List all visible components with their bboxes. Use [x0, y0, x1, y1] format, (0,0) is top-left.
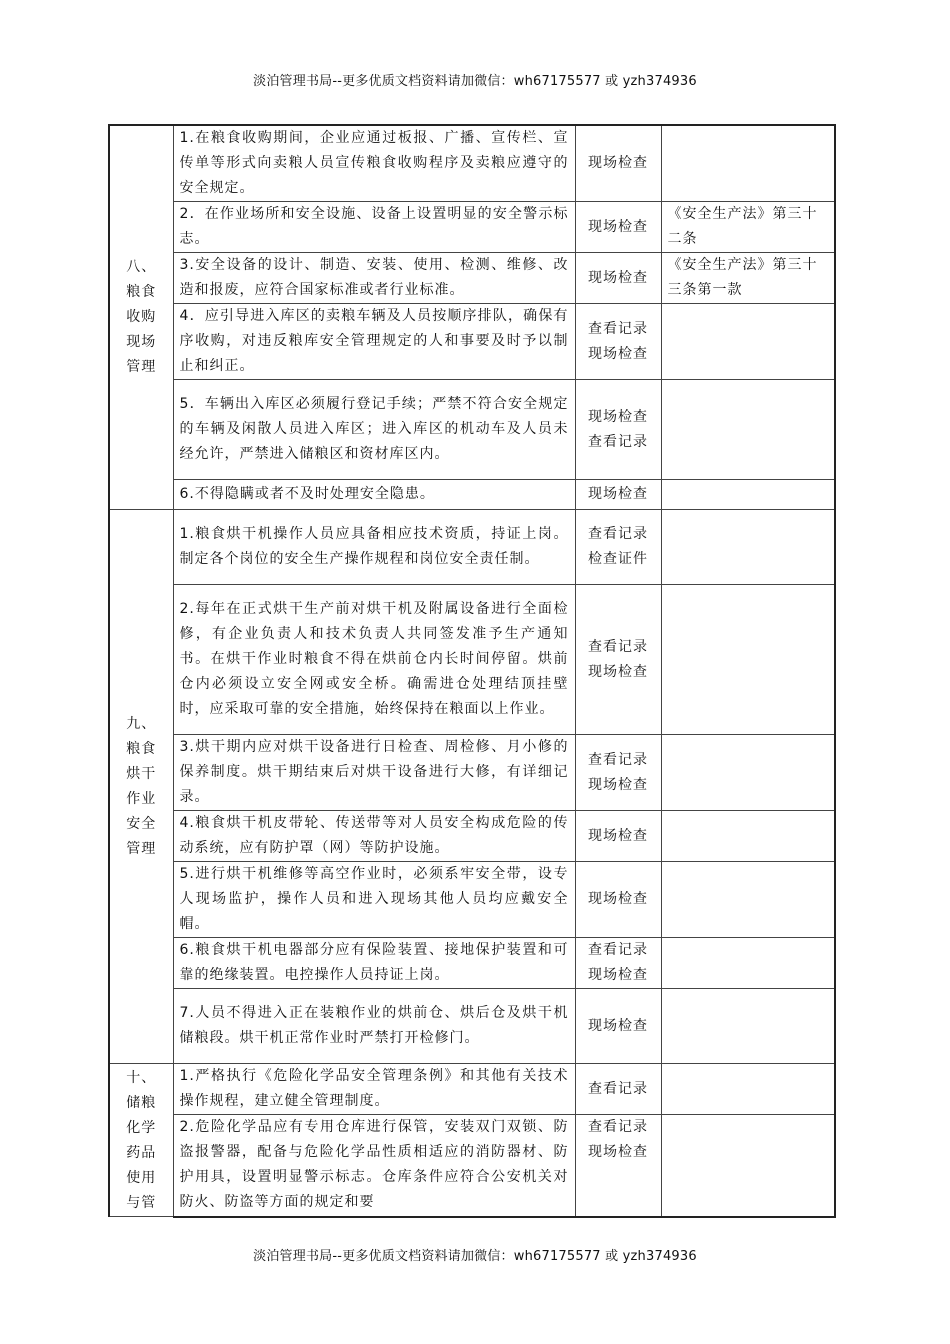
method-cell: 查看记录 现场检查 [575, 1115, 661, 1217]
page-header: 淡泊管理书局--更多优质文档资料请加微信：wh67175577 或 yzh374936 [253, 74, 697, 89]
method-cell: 现场检查 [575, 811, 661, 862]
basis-cell [661, 510, 835, 585]
table-row [109, 811, 835, 862]
method-cell: 查看记录 现场检查 [575, 735, 661, 811]
basis-cell [661, 735, 835, 811]
requirement-cell: 4．应引导进入库区的卖粮车辆及人员按顺序排队，确保有序收购，对违反粮库安全管理规定的人和事要及时予以制止和纠正。 [173, 304, 575, 380]
basis-cell [661, 1064, 835, 1115]
requirement-cell: 1.严格执行《危险化学品安全管理条例》和其他有关技术操作规程，建立健全管理制度。 [173, 1064, 575, 1115]
requirement-cell: 3.安全设备的设计、制造、安装、使用、检测、维修、改造和报废，应符合国家标准或者行业标准。 [173, 253, 575, 304]
safety-inspection-table [108, 124, 836, 1218]
requirement-cell: 5.进行烘干机维修等高空作业时，必须系牢安全带，设专人现场监护，操作人员和进入现场其他人员均应戴安全帽。 [173, 862, 575, 938]
table-row [109, 253, 835, 304]
requirement-cell: 1.在粮食收购期间，企业应通过板报、广播、宣传栏、宣传单等形式向卖粮人员宣传粮食收购程序及卖粮应遵守的安全规定。 [173, 125, 575, 202]
requirement-cell: 2.危险化学品应有专用仓库进行保管，安装双门双锁、防盗报警器，配备与危险化学品性质相适应的消防器材、防护用具，设置明显警示标志。仓库条件应符合公安机关对防火、防盗等方面的规定和要 [173, 1115, 575, 1217]
method-cell: 查看记录 [575, 1064, 661, 1115]
requirement-cell: 2．在作业场所和安全设施、设备上设置明显的安全警示标志。 [173, 202, 575, 253]
method-cell: 查看记录 现场检查 [575, 938, 661, 989]
method-cell: 现场检查 查看记录 [575, 380, 661, 480]
requirement-cell: 7.人员不得进入正在装粮作业的烘前仓、烘后仓及烘干机储粮段。烘干机正常作业时严禁打开检修门。 [173, 989, 575, 1064]
page-footer: 淡泊管理书局--更多优质文档资料请加微信：wh67175577 或 yzh374936 [253, 1249, 697, 1264]
basis-cell: 《安全生产法》第三十三条第一款 [661, 253, 835, 304]
basis-cell [661, 380, 835, 480]
requirement-cell: 1.粮食烘干机操作人员应具备相应技术资质，持证上岗。制定各个岗位的安全生产操作规程和岗位安全责任制。 [173, 510, 575, 585]
basis-cell: 《安全生产法》第三十二条 [661, 202, 835, 253]
method-cell: 现场检查 [575, 862, 661, 938]
basis-cell [661, 1115, 835, 1217]
basis-cell [661, 989, 835, 1064]
category-cell [109, 125, 173, 510]
basis-cell [661, 480, 835, 510]
table-row [109, 380, 835, 480]
method-cell: 查看记录 现场检查 [575, 585, 661, 735]
method-cell: 现场检查 [575, 253, 661, 304]
requirement-cell: 6.粮食烘干机电器部分应有保险装置、接地保护装置和可靠的绝缘装置。电控操作人员持证上岗。 [173, 938, 575, 989]
requirement-cell: 3.烘干期内应对烘干设备进行日检查、周检修、月小修的保养制度。烘干期结束后对烘干设备进行大修，有详细记录。 [173, 735, 575, 811]
table-row [109, 1115, 835, 1217]
method-cell: 现场检查 [575, 202, 661, 253]
table-row [109, 304, 835, 380]
table-row [109, 202, 835, 253]
method-cell: 查看记录 现场检查 [575, 304, 661, 380]
table-row [109, 585, 835, 735]
table-row [109, 989, 835, 1064]
requirement-cell: 5．车辆出入库区必须履行登记手续；严禁不符合安全规定的车辆及闲散人员进入库区；进入库区的机动车及人员未经允许，严禁进入储粮区和资材库区内。 [173, 380, 575, 480]
basis-cell [661, 125, 835, 202]
requirement-cell: 6.不得隐瞒或者不及时处理安全隐患。 [173, 480, 575, 510]
category-cell [109, 510, 173, 1064]
basis-cell [661, 811, 835, 862]
basis-cell [661, 862, 835, 938]
table-row [109, 510, 835, 585]
table-row [109, 735, 835, 811]
category-label: 九、 粮食 烘干 作业 安全 管理 [126, 715, 157, 857]
method-cell: 现场检查 [575, 125, 661, 202]
category-cell [109, 1064, 173, 1217]
table-row [109, 1064, 835, 1115]
method-cell: 现场检查 [575, 480, 661, 510]
requirement-cell: 4.粮食烘干机皮带轮、传送带等对人员安全构成危险的传动系统，应有防护罩（网）等防护设施。 [173, 811, 575, 862]
basis-cell [661, 585, 835, 735]
method-cell: 现场检查 [575, 989, 661, 1064]
basis-cell [661, 938, 835, 989]
table-row [109, 480, 835, 510]
category-label: 八、 粮食 收购 现场 管理 [126, 259, 157, 375]
requirement-cell: 2.每年在正式烘干生产前对烘干机及附属设备进行全面检修，有企业负责人和技术负责人共同签发准予生产通知书。在烘干作业时粮食不得在烘前仓内长时间停留。烘前仓内必须设立安全网或安全桥。确需进仓处理结顶挂壁时，应采取可靠的安全措施，始终保持在粮面以上作业。 [173, 585, 575, 735]
table-row [109, 862, 835, 938]
category-label: 十、 储粮 化学 药品 使用 与管 [126, 1070, 157, 1211]
basis-cell [661, 304, 835, 380]
table-row [109, 125, 835, 202]
table-row [109, 938, 835, 989]
method-cell: 查看记录 检查证件 [575, 510, 661, 585]
